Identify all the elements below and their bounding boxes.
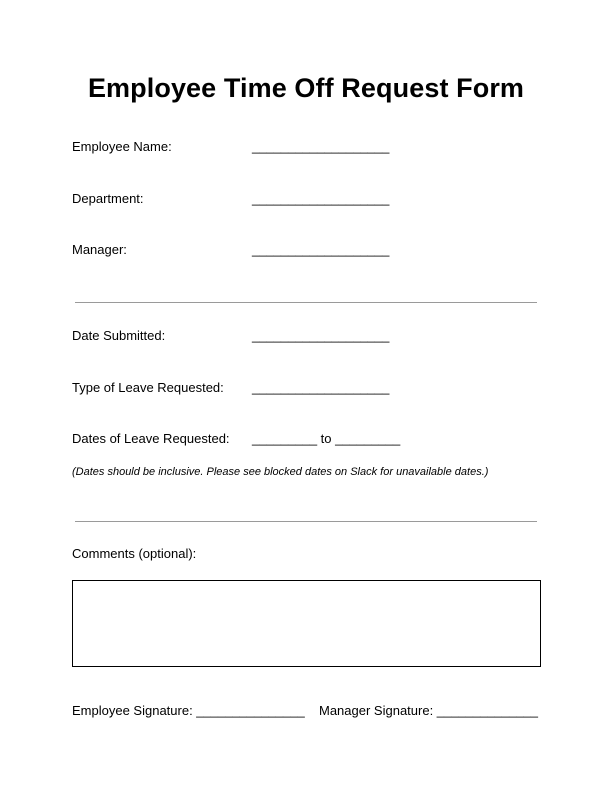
manager-signature-line[interactable]: Manager Signature: ______________ xyxy=(319,703,539,718)
leave-dates-label: Dates of Leave Requested: xyxy=(72,431,230,446)
employee-name-label: Employee Name: xyxy=(72,139,172,154)
manager-label: Manager: xyxy=(72,242,127,257)
comments-label: Comments (optional): xyxy=(72,546,197,561)
form-title: Employee Time Off Request Form xyxy=(87,73,525,103)
manager-field[interactable]: ___________________ xyxy=(252,242,390,257)
leave-type-label: Type of Leave Requested: xyxy=(72,380,224,395)
department-label: Department: xyxy=(72,191,144,206)
department-field[interactable]: ___________________ xyxy=(252,191,390,206)
date-submitted-label: Date Submitted: xyxy=(72,328,166,343)
employee-signature-line[interactable]: Employee Signature: _______________ xyxy=(72,703,305,718)
section-divider-1 xyxy=(75,302,537,303)
date-submitted-field[interactable]: ___________________ xyxy=(252,328,390,343)
leave-dates-note: (Dates should be inclusive. Please see blocked dates on Slack for unavailable dates.) xyxy=(72,466,489,478)
leave-type-field[interactable]: ___________________ xyxy=(252,380,390,395)
employee-name-field[interactable]: ___________________ xyxy=(252,139,390,154)
leave-dates-field[interactable]: _________ to _________ xyxy=(252,431,401,446)
comments-box[interactable] xyxy=(72,580,541,667)
section-divider-2 xyxy=(75,521,537,522)
